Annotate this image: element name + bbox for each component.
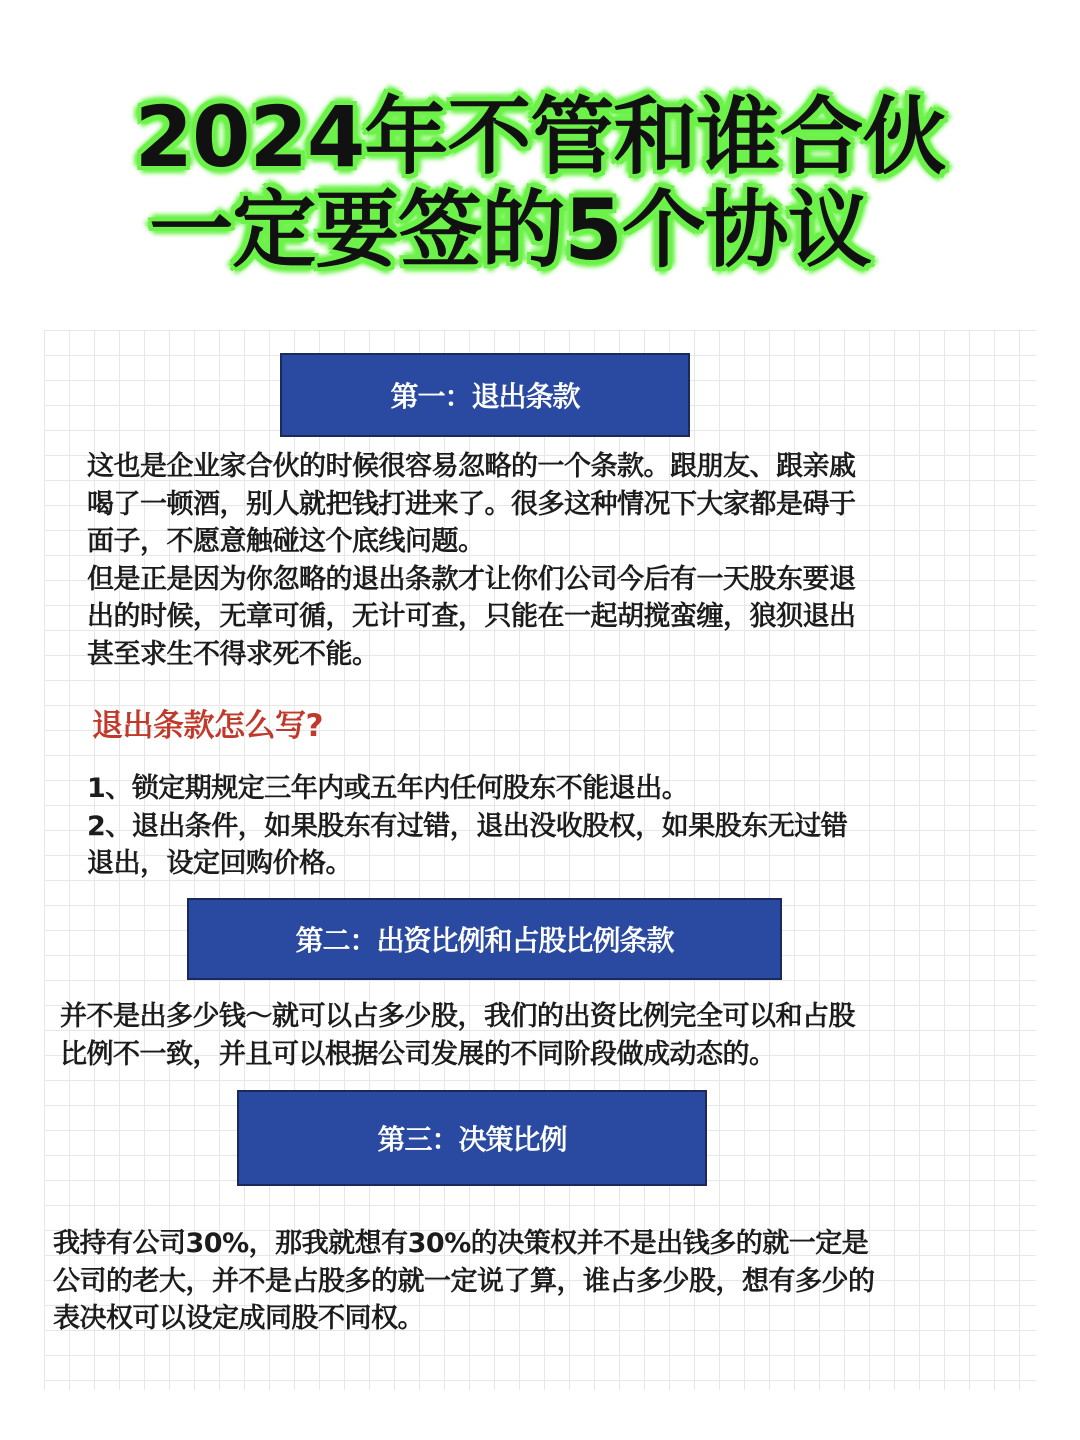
paragraph-line: 公司的老大，并不是占股多的就一定说了算，谁占多少股，想有多少的: [53, 1265, 875, 1297]
list-item: 退出，设定回购价格。: [87, 848, 352, 879]
paragraph-line: 但是正是因为你忽略的退出条款才让你们公司今后有一天股东要退: [87, 563, 856, 595]
paragraph-line: 表决权可以设定成同股不同权。: [53, 1303, 424, 1334]
page-title-line-2: 一定要签的5个协议: [149, 181, 871, 279]
paragraph-line: 比例不一致，并且可以根据公司发展的不同阶段做成动态的。: [60, 1038, 776, 1070]
section-1-header: [280, 353, 690, 437]
section-3-header-label: 第三：决策比例: [377, 1123, 567, 1156]
section-3-header: [237, 1090, 707, 1186]
paragraph-line: 这也是企业家合伙的时候很容易忽略的一个条款。跟朋友、跟亲戚: [87, 451, 856, 482]
list-item: 2、退出条件，如果股东有过错，退出没收股权，如果股东无过错: [87, 810, 848, 842]
list-item: 1、锁定期规定三年内或五年内任何股东不能退出。: [87, 773, 689, 804]
section-2-header-label: 第二：出资比例和占股比例条款: [295, 924, 674, 957]
paragraph-line: 出的时候，无章可循，无计可查，只能在一起胡搅蛮缠，狼狈退出: [87, 601, 856, 632]
section-1-header-label: 第一：退出条款: [390, 380, 580, 413]
paragraph-line: 我持有公司30%，那我就想有30%的决策权并不是出钱多的就一定是: [53, 1228, 869, 1259]
paragraph-line: 喝了一顿酒，别人就把钱打进来了。很多这种情况下大家都是碍于: [87, 488, 856, 520]
section-1-subheading: 退出条款怎么写?: [92, 708, 323, 744]
page-title-line-1: 2024年不管和谁合伙: [134, 88, 946, 186]
paragraph-line: 并不是出多少钱～就可以占多少股，我们的出资比例完全可以和占股: [60, 1001, 855, 1032]
section-1-paragraph: [87, 448, 977, 673]
section-1-list: [87, 770, 977, 883]
paragraph-line: 甚至求生不得求死不能。: [87, 638, 379, 670]
section-2-header: [187, 898, 782, 980]
paragraph-line: 面子，不愿意触碰这个底线问题。: [87, 526, 485, 557]
section-2-paragraph: [60, 998, 990, 1073]
section-3-paragraph: [53, 1225, 1003, 1338]
